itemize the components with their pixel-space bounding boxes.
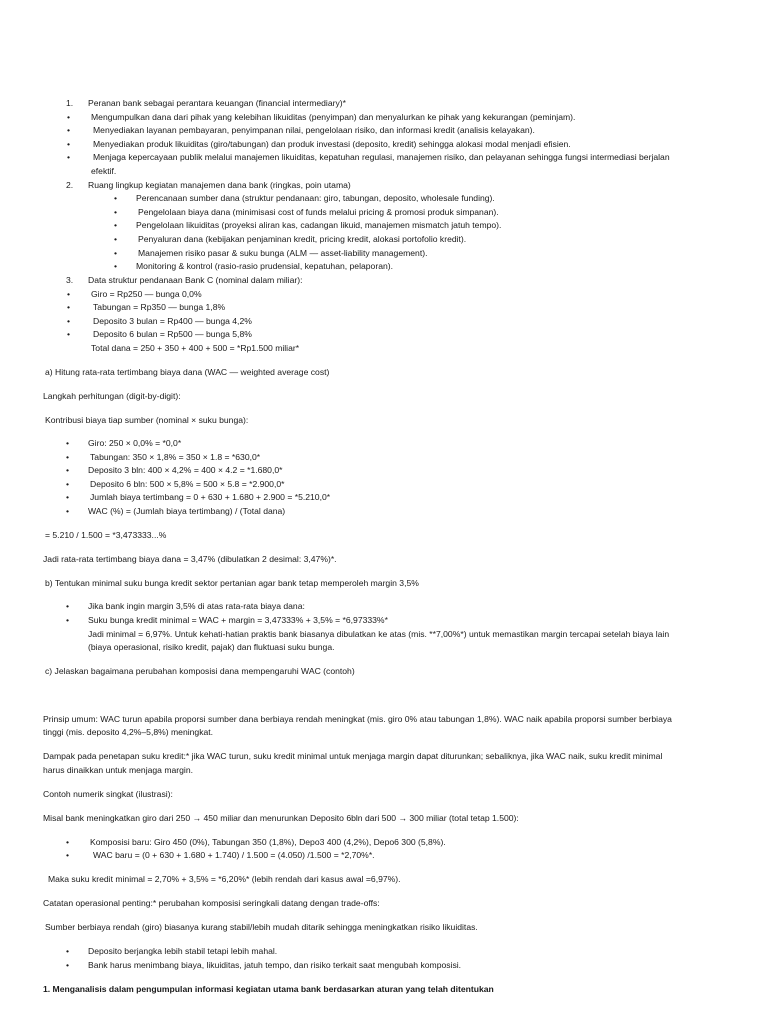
list-item: Tabungan: 350 × 1,8% = 350 × 1.8 = *630,0* (90, 452, 261, 462)
list-item: Penyaluran dana (kebijakan penjaminan kredit, pricing kredit, alokasi portofolio kredit). (138, 234, 467, 244)
bullet-icon: • (66, 960, 70, 970)
impact-paragraph-continuation: harus dinaikkan untuk menjaga margin. (43, 765, 194, 775)
list-item: Deposito 6 bln: 500 × 5,8% = 500 × 5.8 = *2.900,0* (90, 479, 285, 489)
list-item: Deposito 6 bulan = Rp500 — bunga 5,8% (93, 329, 252, 339)
bullet-icon: • (114, 248, 118, 258)
bullet-icon: • (66, 837, 70, 847)
list-item: WAC (%) = (Jumlah biaya tertimbang) / (Total dana) (88, 506, 286, 516)
list-item: Jika bank ingin margin 3,5% di atas rata-rata biaya dana: (88, 601, 305, 611)
section-heading: 1. Menganalisis dalam pengumpulan informasi kegiatan utama bank berdasarkan aturan yang telah ditentukan (43, 984, 494, 994)
list-item: Bank harus menimbang biaya, likuiditas, jatuh tempo, dan risiko terkait saat mengubah komposisi. (88, 960, 462, 970)
list-number-2: 2. (66, 180, 74, 190)
part-c-title: c) Jelaskan bagaimana perubahan komposisi dana mempengaruhi WAC (contoh) (45, 666, 355, 676)
list-item-continuation: efektif. (91, 166, 117, 176)
operational-note: Catatan operasional penting:* perubahan komposisi seringkali datang dengan trade-offs: (43, 898, 380, 908)
bullet-icon: • (66, 492, 70, 502)
list-item: Komposisi baru: Giro 450 (0%), Tabungan 350 (1,8%), Depo3 400 (4,2%), Depo6 300 (5,8%). (90, 837, 446, 847)
principle-paragraph-continuation: tinggi (mis. deposito 4,2%–5,8%) meningkat. (43, 727, 214, 737)
impact-paragraph: Dampak pada penetapan suku kredit:* jika WAC turun, suku kredit minimal untuk menjaga margin dapat diturunkan; sebaliknya, jika WAC naik, suku kredit minimal (43, 751, 663, 761)
bullet-icon: • (66, 506, 70, 516)
part-b-title: b) Tentukan minimal suku bunga kredit sektor pertanian agar bank tetap memperoleh margin 3,5% (45, 578, 419, 588)
list-item: Menyediakan produk likuiditas (giro/tabungan) dan produk investasi (deposito, kredit) sehingga alokasi modal menjadi efisien. (93, 139, 571, 149)
list-item: Perencanaan sumber dana (struktur pendanaan: giro, tabungan, deposito, wholesale funding). (136, 193, 495, 203)
heading-financial-intermediary: Peranan bank sebagai perantara keuangan (financial intermediary)* (88, 98, 346, 108)
margin-note-continuation: (biaya operasional, risiko kredit, pajak) dan fluktuasi suku bunga. (88, 642, 335, 652)
bullet-icon: • (114, 234, 118, 244)
bullet-icon: • (114, 220, 118, 230)
contribution-label: Kontribusi biaya tiap sumber (nominal × suku bunga): (45, 415, 249, 425)
bullet-icon: • (67, 316, 71, 326)
numeric-example-label: Contoh numerik singkat (ilustrasi): (43, 789, 173, 799)
list-number-1: 1. (66, 98, 74, 108)
heading-funding-structure: Data struktur pendanaan Bank C (nominal dalam miliar): (88, 275, 303, 285)
list-number-3: 3. (66, 275, 74, 285)
bullet-icon: • (67, 125, 71, 135)
heading-scope: Ruang lingkup kegiatan manajemen dana bank (ringkas, poin utama) (88, 180, 351, 190)
bullet-icon: • (114, 193, 118, 203)
list-item: Deposito 3 bulan = Rp400 — bunga 4,2% (93, 316, 252, 326)
margin-note: Jadi minimal = 6,97%. Untuk kehati-hatian praktis bank biasanya dibulatkan ke atas (mis. **7,00%*) untuk memastikan margin tercapai setelah biaya lain (88, 629, 670, 639)
list-item: Tabungan = Rp350 — bunga 1,8% (93, 302, 226, 312)
bullet-icon: • (66, 601, 70, 611)
wac-calculation: = 5.210 / 1.500 = *3,473333...% (45, 530, 167, 540)
list-item: Suku bunga kredit minimal = WAC + margin = 3,47333% + 3,5% = *6,97333%* (88, 615, 388, 625)
bullet-icon: • (66, 615, 70, 625)
new-minimum-rate: Maka suku kredit minimal = 2,70% + 3,5% = *6,20%* (lebih rendah dari kasus awal =6,97%). (48, 874, 401, 884)
example-scenario: Misal bank meningkatkan giro dari 250 → 450 miliar dan menurunkan Deposito 6bln dari 500 → 300 miliar (total tetap 1.500): (43, 813, 519, 823)
bullet-icon: • (67, 112, 71, 122)
bullet-icon: • (67, 329, 71, 339)
list-item: Mengumpulkan dana dari pihak yang kelebihan likuiditas (penyimpan) dan menyalurkan ke pihak yang kekurangan (peminjam). (91, 112, 576, 122)
bullet-icon: • (66, 479, 70, 489)
wac-result: Jadi rata-rata tertimbang biaya dana = 3,47% (dibulatkan 2 desimal: 3,47%)*. (43, 554, 337, 564)
list-item: Giro = Rp250 — bunga 0,0% (91, 289, 202, 299)
bullet-icon: • (66, 438, 70, 448)
bullet-icon: • (66, 850, 70, 860)
bullet-icon: • (66, 465, 70, 475)
list-item: Manajemen risiko pasar & suku bunga (ALM — asset-liability management). (138, 248, 428, 258)
part-a-title: a) Hitung rata-rata tertimbang biaya dana (WAC — weighted average cost) (45, 367, 330, 377)
bullet-icon: • (67, 152, 71, 162)
liquidity-risk-note: Sumber berbiaya rendah (giro) biasanya kurang stabil/lebih mudah ditarik sehingga meningkatkan risiko likuiditas. (45, 922, 478, 932)
bullet-icon: • (67, 289, 71, 299)
list-item: Monitoring & kontrol (rasio-rasio prudensial, kepatuhan, pelaporan). (136, 261, 393, 271)
bullet-icon: • (67, 139, 71, 149)
list-item: Deposito berjangka lebih stabil tetapi lebih mahal. (88, 946, 278, 956)
bullet-icon: • (66, 452, 70, 462)
list-item: Pengelolaan likuiditas (proyeksi aliran kas, cadangan likuid, manajemen mismatch jatuh tempo). (136, 220, 502, 230)
list-item: Jumlah biaya tertimbang = 0 + 630 + 1.680 + 2.900 = *5.210,0* (90, 492, 331, 502)
total-funds: Total dana = 250 + 350 + 400 + 500 = *Rp1.500 miliar* (91, 343, 300, 353)
list-item: Menyediakan layanan pembayaran, penyimpanan nilai, pengelolaan risiko, dan informasi kredit (analisis kelayakan). (93, 125, 535, 135)
principle-paragraph: Prinsip umum: WAC turun apabila proporsi sumber dana berbiaya rendah meningkat (mis. giro 0% atau tabungan 1,8%). WAC naik apabila proporsi sumber berbiaya (43, 714, 672, 724)
bullet-icon: • (114, 207, 118, 217)
bullet-icon: • (66, 946, 70, 956)
bullet-icon: • (67, 302, 71, 312)
bullet-icon: • (114, 261, 118, 271)
list-item: Deposito 3 bln: 400 × 4,2% = 400 × 4.2 = *1.680,0* (88, 465, 283, 475)
list-item: Menjaga kepercayaan publik melalui manajemen likuiditas, kepatuhan regulasi, manajemen risiko, dan pelayanan sehingga fungsi intermediasi berjalan (93, 152, 670, 162)
list-item: Giro: 250 × 0,0% = *0,0* (88, 438, 182, 448)
list-item: WAC baru = (0 + 630 + 1.680 + 1.740) / 1.500 = (4.050) /1.500 = *2,70%*. (93, 850, 375, 860)
list-item: Pengelolaan biaya dana (minimisasi cost of funds melalui pricing & promosi produk simpanan). (138, 207, 499, 217)
calc-steps-label: Langkah perhitungan (digit-by-digit): (43, 391, 181, 401)
